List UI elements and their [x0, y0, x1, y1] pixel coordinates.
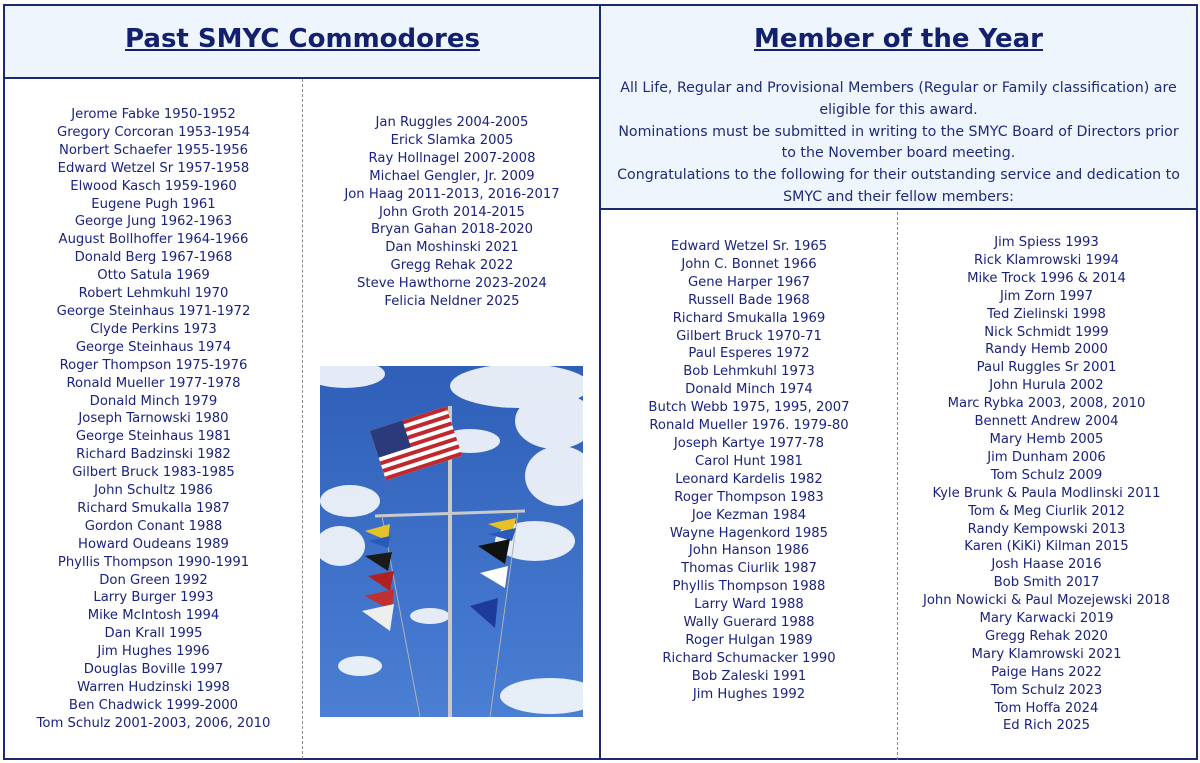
member-of-year-entry: Roger Thompson 1983	[674, 489, 824, 505]
member-of-year-entry: Wally Guerard 1988	[683, 615, 815, 631]
member-of-year-entry: Gene Harper 1967	[687, 274, 811, 290]
member-of-year-entry: Nick Schmidt 1999	[984, 324, 1109, 340]
member-of-year-entry: Donald Minch 1974	[685, 382, 813, 398]
commodore-entry: Donald Berg 1967-1968	[74, 250, 233, 266]
member-of-year-entry: Ted Zielinski 1998	[987, 306, 1106, 322]
member-of-year-entry: Joseph Kartye 1977-78	[673, 435, 825, 451]
commodore-entry: Donald Minch 1979	[89, 393, 218, 409]
member-of-year-entry: Russell Bade 1968	[688, 292, 810, 308]
member-of-year-entry: Bob Smith 2017	[993, 575, 1100, 591]
commodore-entry: Gregg Rehak 2022	[390, 258, 514, 274]
member-of-year-entry: Tom Schulz 2009	[990, 467, 1103, 483]
commodore-entry: Jim Hughes 1996	[97, 644, 210, 660]
award-description	[609, 78, 1188, 209]
commodore-entry: August Bollhoffer 1964-1966	[58, 232, 249, 248]
commodores-list-column-1	[5, 106, 302, 733]
member-of-year-entry: Josh Haase 2016	[991, 557, 1102, 573]
commodore-entry: Gregory Corcoran 1953-1954	[57, 124, 250, 140]
member-of-year-entry: Bob Lehmkuhl 1973	[683, 364, 815, 380]
nomination-text: Nominations must be submitted in writing to the SMYC Board of Directors prior to the November board meeting.	[618, 123, 1179, 162]
flagpole-photo-icon	[320, 366, 583, 717]
commodore-entry: John Schultz 1986	[94, 483, 213, 499]
member-of-year-title: Member of the Year	[753, 24, 1043, 54]
member-of-year-entry: Richard Schumacker 1990	[662, 650, 836, 666]
past-commodores-panel	[3, 4, 602, 760]
member-of-year-entry: Paige Hans 2022	[991, 664, 1102, 680]
commodore-entry: Jerome Fabke 1950-1952	[71, 107, 236, 122]
member-of-year-entry: Butch Webb 1975, 1995, 2007	[648, 400, 850, 416]
member-of-year-entry: Tom & Meg Ciurlik 2012	[968, 503, 1125, 519]
member-of-year-entry: Gregg Rehak 2020	[985, 628, 1108, 644]
member-of-year-list-column-1	[601, 238, 897, 704]
member-of-year-entry: Jim Zorn 1997	[1000, 288, 1093, 304]
member-of-year-entry: Randy Kempowski 2013	[967, 521, 1126, 537]
member-of-year-list-column-2	[897, 234, 1196, 735]
member-of-year-entry: Jim Dunham 2006	[987, 449, 1106, 465]
commodore-entry: Don Green 1992	[99, 572, 208, 588]
commodore-entry: Ben Chadwick 1999-2000	[68, 697, 239, 713]
member-of-year-entry: Mike Trock 1996 & 2014	[967, 270, 1126, 286]
member-of-year-header	[601, 6, 1196, 210]
commodore-entry: Gordon Conant 1988	[84, 518, 223, 534]
member-of-year-entry: John C. Bonnet 1966	[681, 256, 817, 272]
member-of-year-entry: Ed Rich 2025	[1002, 718, 1091, 734]
commodore-entry: Jan Ruggles 2004-2005	[375, 115, 529, 130]
member-of-year-entry: Leonard Kardelis 1982	[675, 471, 823, 487]
member-of-year-entry: Thomas Ciurlik 1987	[681, 561, 817, 577]
commodore-entry: Michael Gengler, Jr. 2009	[369, 168, 535, 184]
member-of-year-entry: Mary Hemb 2005	[989, 431, 1104, 447]
commodore-entry: Felicia Neldner 2025	[384, 294, 520, 310]
commodore-entry: Richard Badzinski 1982	[76, 447, 231, 463]
commodore-entry: John Groth 2014-2015	[379, 204, 525, 220]
commodore-entry: Mike McIntosh 1994	[87, 608, 220, 624]
commodores-list-column-2	[302, 114, 602, 311]
commodore-entry: Howard Oudeans 1989	[78, 536, 229, 552]
commodore-entry: Douglas Boville 1997	[83, 662, 224, 678]
commodore-entry: Dan Krall 1995	[104, 626, 203, 642]
congratulations-text: Congratulations to the following for their outstanding service and dedication to SMYC and their fellow members:	[617, 167, 1180, 205]
eligibility-text: All Life, Regular and Provisional Members (Regular or Family classification) are eligible for this award.	[620, 80, 1177, 118]
commodores-header	[5, 6, 600, 79]
member-of-year-entry: Gilbert Bruck 1970-71	[676, 328, 822, 344]
member-of-year-entry: Tom Schulz 2023	[990, 682, 1103, 698]
member-of-year-entry: Kyle Brunk & Paula Modlinski 2011	[932, 485, 1161, 501]
member-of-year-entry: Carol Hunt 1981	[695, 453, 803, 469]
member-of-year-entry: Larry Ward 1988	[694, 597, 804, 613]
commodore-entry: Richard Smukalla 1987	[77, 500, 230, 516]
member-of-year-entry: Karen (KiKi) Kilman 2015	[964, 539, 1129, 555]
member-of-year-entry: Mary Klamrowski 2021	[971, 646, 1122, 662]
member-of-year-entry: Paul Esperes 1972	[688, 346, 810, 362]
member-of-year-entry: John Hurula 2002	[989, 378, 1104, 394]
commodore-entry: Elwood Kasch 1959-1960	[70, 178, 237, 194]
commodore-entry: Roger Thompson 1975-1976	[59, 357, 248, 373]
member-of-year-entry: Roger Hulgan 1989	[685, 632, 813, 648]
commodore-entry: Gilbert Bruck 1983-1985	[72, 465, 235, 481]
member-of-year-entry: John Nowicki & Paul Mozejewski 2018	[922, 593, 1171, 609]
commodore-entry: George Jung 1962-1963	[74, 214, 233, 230]
member-of-year-panel	[599, 4, 1198, 760]
member-of-year-entry: Rick Klamrowski 1994	[973, 252, 1120, 268]
commodore-entry: Larry Burger 1993	[93, 590, 214, 606]
commodore-entry: George Steinhaus 1974	[75, 339, 232, 355]
commodore-entry: Edward Wetzel Sr 1957-1958	[57, 160, 250, 176]
commodore-entry: Robert Lehmkuhl 1970	[78, 286, 229, 302]
commodore-entry: Warren Hudzinski 1998	[77, 680, 230, 695]
commodore-entry: Jon Haag 2011-2013, 2016-2017	[344, 186, 560, 202]
member-of-year-entry: Phyllis Thompson 1988	[672, 579, 826, 595]
commodore-entry: George Steinhaus 1971-1972	[56, 303, 251, 319]
member-of-year-entry: Tom Hoffa 2024	[994, 700, 1099, 716]
commodore-entry: Ray Hollnagel 2007-2008	[368, 150, 536, 166]
commodore-entry: Dan Moshinski 2021	[385, 240, 519, 256]
member-of-year-entry: John Hanson 1986	[688, 543, 810, 559]
member-of-year-entry: Jim Spiess 1993	[994, 235, 1099, 250]
commodore-entry: Eugene Pugh 1961	[91, 196, 216, 212]
commodore-entry: Norbert Schaefer 1955-1956	[58, 142, 249, 158]
member-of-year-entry: Richard Smukalla 1969	[672, 310, 826, 326]
member-of-year-entry: Marc Rybka 2003, 2008, 2010	[947, 396, 1146, 412]
commodore-entry: Phyllis Thompson 1990-1991	[57, 554, 250, 570]
flagpole-photo	[320, 366, 583, 717]
member-of-year-entry: Wayne Hagenkord 1985	[669, 525, 829, 541]
commodore-entry: Steve Hawthorne 2023-2024	[357, 276, 547, 292]
commodore-entry: Bryan Gahan 2018-2020	[370, 222, 534, 238]
commodores-title: Past SMYC Commodores	[125, 24, 480, 54]
member-of-year-entry: Joe Kezman 1984	[691, 507, 807, 523]
member-of-year-entry: Randy Hemb 2000	[985, 342, 1108, 358]
member-of-year-entry: Mary Karwacki 2019	[979, 611, 1114, 627]
member-of-year-entry: Bob Zaleski 1991	[691, 668, 807, 684]
member-of-year-entry: Ronald Mueller 1976. 1979-80	[649, 418, 849, 434]
member-of-year-entry: Paul Ruggles Sr 2001	[976, 360, 1117, 376]
member-of-year-entry: Bennett Andrew 2004	[974, 414, 1119, 430]
commodore-entry: Erick Slamka 2005	[390, 132, 514, 148]
commodore-entry: Joseph Tarnowski 1980	[78, 411, 229, 427]
commodore-entry: Clyde Perkins 1973	[90, 321, 217, 337]
commodore-entry: Otto Satula 1969	[97, 268, 210, 284]
member-of-year-entry: Jim Hughes 1992	[692, 686, 806, 702]
commodore-entry: Tom Schulz 2001-2003, 2006, 2010	[36, 715, 271, 731]
commodore-entry: Ronald Mueller 1977-1978	[66, 375, 241, 391]
member-of-year-entry: Edward Wetzel Sr. 1965	[670, 239, 828, 254]
commodore-entry: George Steinhaus 1981	[75, 429, 232, 445]
